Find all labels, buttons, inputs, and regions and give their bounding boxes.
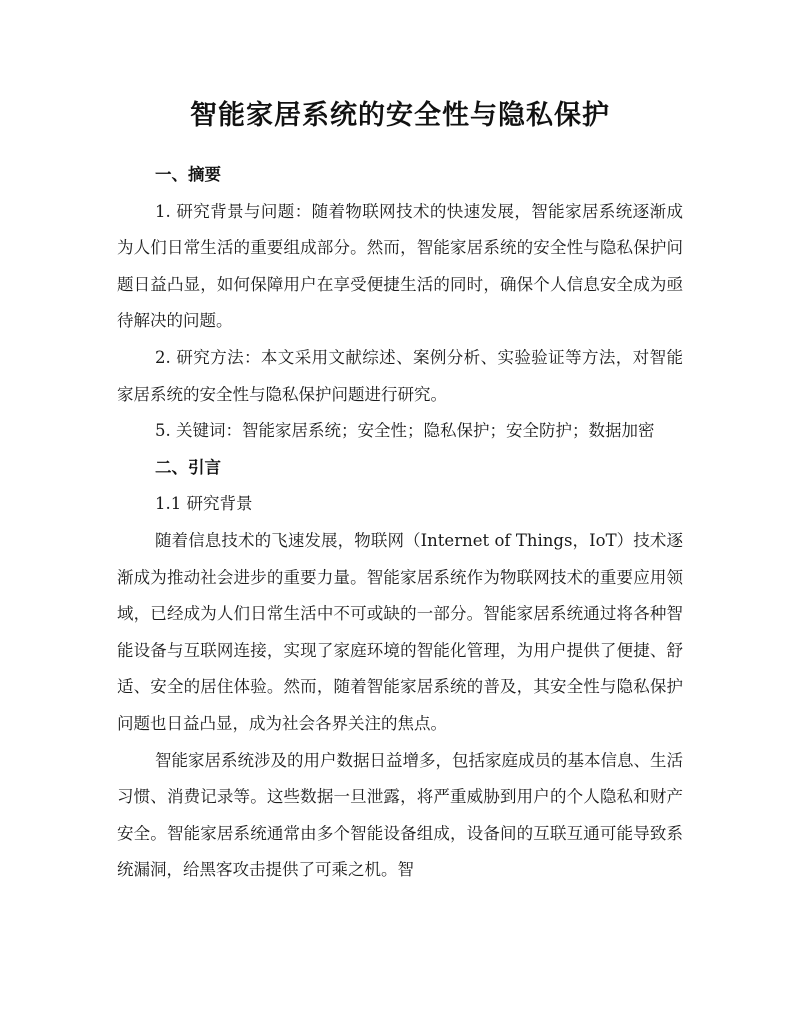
section-heading-introduction: 二、引言 [155,457,221,477]
abstract-item-method: 2. 研究方法：本文采用文献综述、案例分析、实验验证等方法，对智能家居系统的安全性与隐私保护问题进行研究。 [117,347,683,404]
document-page [117,84,683,889]
abstract-item-background: 1. 研究背景与问题：随着物联网技术的快速发展，智能家居系统逐渐成为人们日常生活的重要组成部分。然而，智能家居系统的安全性与隐私保护问题日益凸显，如何保障用户在享受便捷生活的同时，确保个人信息安全成为亟待解决的问题。 [117,201,683,331]
subsection-heading-background: 1.1 研究背景 [155,494,253,514]
intro-paragraph: 智能家居系统涉及的用户数据日益增多，包括家庭成员的基本信息、生活习惯、消费记录等。这些数据一旦泄露，将严重威胁到用户的个人隐私和财产安全。智能家居系统通常由多个智能设备组成，设备间的互联互通可能导致系统漏洞，给黑客攻击提供了可乘之机。智 [117,750,683,880]
section-heading-abstract: 一、摘要 [155,165,221,184]
intro-paragraph: 随着信息技术的飞速发展，物联网（Internet of Things，IoT）技术逐渐成为推动社会进步的重要力量。智能家居系统作为物联网技术的重要应用领域，已经成为人们日常生活中不可或缺的一部分。智能家居系统通过将各种智能设备与互联网连接，实现了家庭环境的智能化管理，为用户提供了便捷、舒适、安全的居住体验。然而，随着智能家居系统的普及，其安全性与隐私保护问题也日益凸显，成为社会各界关注的焦点。 [117,530,683,733]
document-title: 智能家居系统的安全性与隐私保护 [190,100,610,131]
abstract-item-keywords: 5. 关键词：智能家居系统；安全性；隐私保护；安全防护；数据加密 [155,421,655,441]
